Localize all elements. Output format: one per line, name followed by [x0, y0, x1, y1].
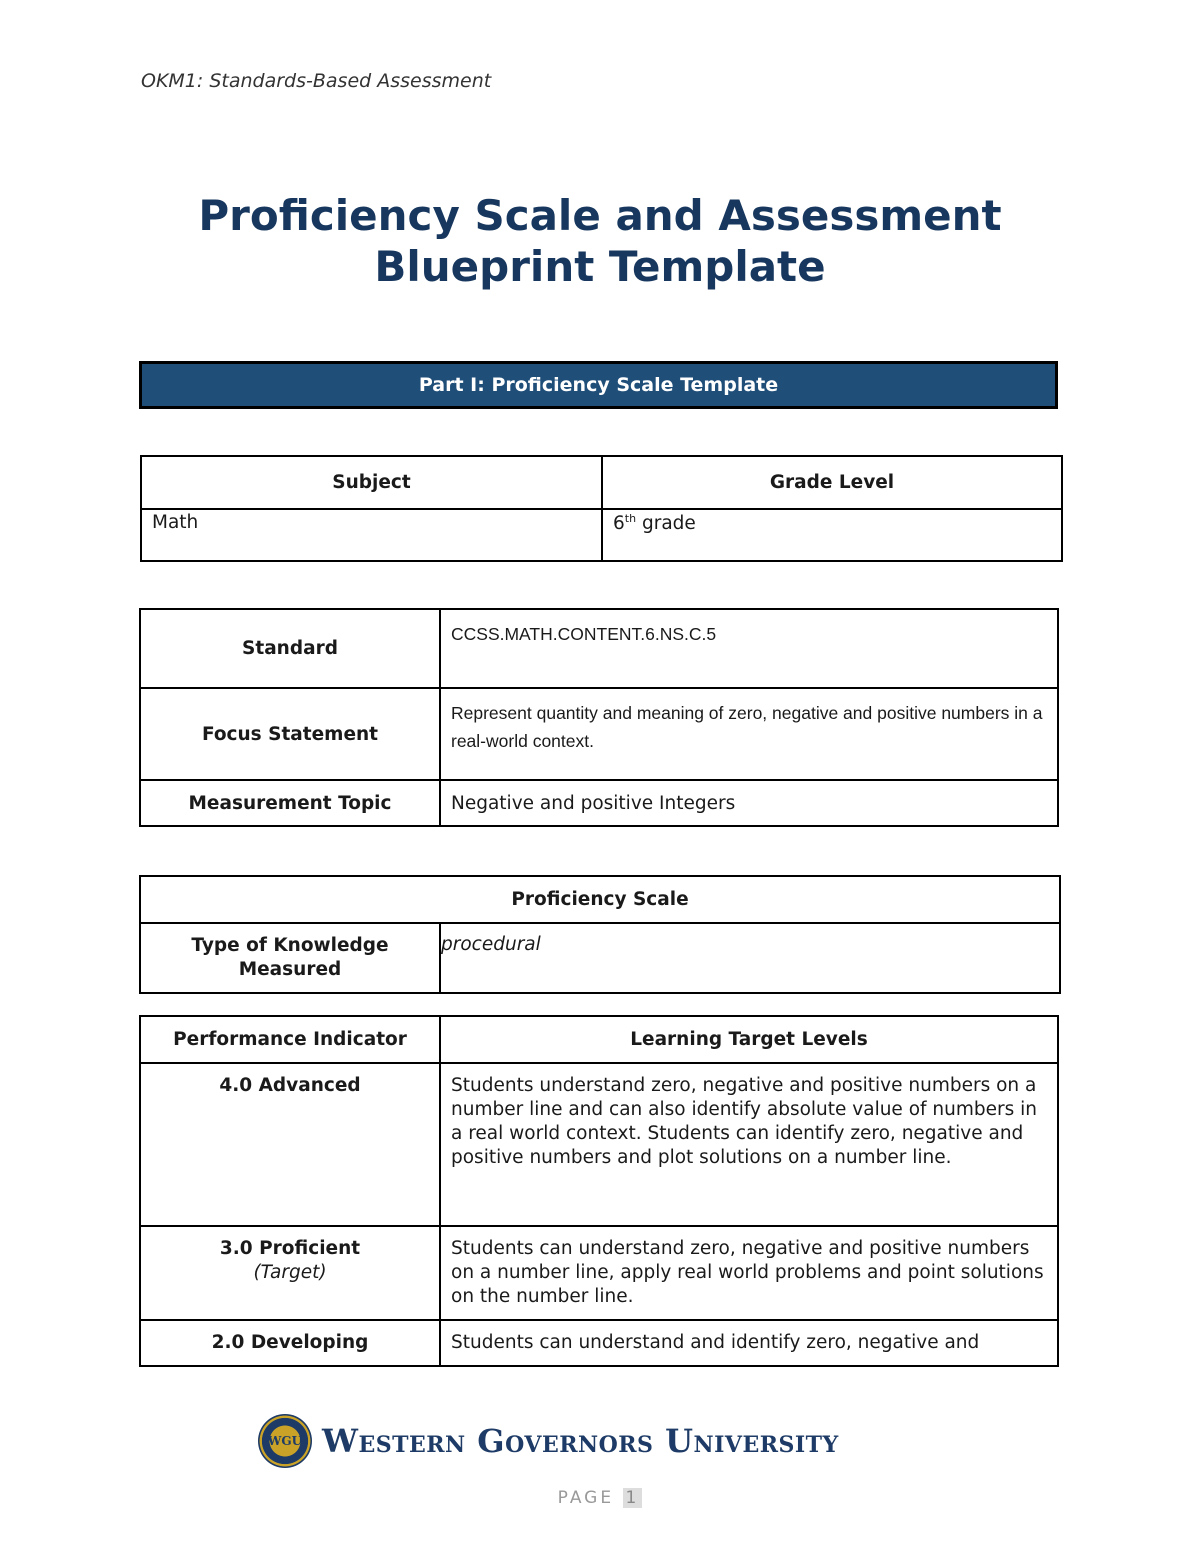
- level-title: 2.0 Developing: [211, 1332, 369, 1353]
- level-description-cell: [440, 1063, 1058, 1226]
- subject-header: Subject: [141, 456, 602, 509]
- header-note: OKM1: Standards-Based Assessment: [141, 70, 492, 92]
- grade-level-header: Grade Level: [602, 456, 1062, 509]
- knowledge-type-value: procedural: [441, 934, 541, 955]
- page-number: [0, 1488, 1200, 1508]
- level-description-cell: [440, 1226, 1058, 1320]
- subject-cell: [141, 509, 602, 561]
- wgu-logo: [258, 1412, 908, 1470]
- subject-value: Math: [152, 512, 199, 533]
- level-subtitle: (Target): [253, 1262, 327, 1283]
- focus-statement-label: Focus Statement: [140, 688, 440, 780]
- level-title: 4.0 Advanced: [219, 1075, 361, 1096]
- level-indicator: [140, 1320, 440, 1366]
- level-description: Students can understand zero, negative and positive numbers on a number line, apply real world problems and point solutions on the number line.: [451, 1238, 1044, 1307]
- level-description-cell: [440, 1320, 1058, 1366]
- focus-statement-value: Represent quantity and meaning of zero, negative and positive numbers in a real-world context.: [451, 703, 1043, 751]
- grade-suffix: th: [624, 512, 637, 525]
- standard-cell: [440, 609, 1058, 688]
- grade-word: grade: [641, 513, 696, 535]
- level-description: Students understand zero, negative and positive numbers on a number line and can also identify absolute value of numbers in a real world context. Students can identify zero, negative and positive numbers and plot solutions on a number line.: [451, 1075, 1037, 1168]
- wgu-seal-icon: WGU: [258, 1414, 312, 1468]
- proficiency-scale-title: Proficiency Scale: [140, 876, 1060, 923]
- level-indicator: [140, 1063, 440, 1226]
- grade-level-value: [603, 510, 1061, 540]
- subject-grade-table: [140, 455, 1063, 562]
- grade-number: 6: [613, 513, 625, 535]
- level-row-advanced: [140, 1063, 1058, 1226]
- learning-target-levels-header: Learning Target Levels: [440, 1016, 1058, 1063]
- measurement-topic-cell: [440, 780, 1058, 826]
- level-indicator: [140, 1226, 440, 1320]
- proficiency-scale-table: [139, 875, 1061, 994]
- document-title: [0, 190, 1200, 292]
- learning-target-levels-table: [139, 1015, 1059, 1367]
- wgu-wordmark: Western Governors University: [322, 1422, 839, 1460]
- page-label: PAGE: [557, 1488, 615, 1508]
- level-row-developing: [140, 1320, 1058, 1366]
- part-banner: Part I: Proficiency Scale Template: [139, 361, 1058, 409]
- level-row-proficient: [140, 1226, 1058, 1320]
- standard-value: CCSS.MATH.CONTENT.6.NS.C.5: [451, 624, 717, 644]
- performance-indicator-header: Performance Indicator: [140, 1016, 440, 1063]
- measurement-topic-label: Measurement Topic: [140, 780, 440, 826]
- knowledge-type-cell: [440, 923, 1060, 993]
- page-number-value: 1: [623, 1488, 643, 1508]
- standard-label: Standard: [140, 609, 440, 688]
- level-description: Students can understand and identify zero, negative and: [451, 1332, 980, 1353]
- level-title: 3.0 Proficient: [219, 1238, 361, 1259]
- knowledge-type-label: Type of Knowledge Measured: [140, 923, 440, 993]
- title-line-1: Proficiency Scale and Assessment: [198, 191, 1002, 240]
- focus-statement-cell: [440, 688, 1058, 780]
- grade-level-cell: [602, 509, 1062, 561]
- measurement-topic-value: Negative and positive Integers: [451, 792, 736, 814]
- title-line-2: Blueprint Template: [374, 242, 826, 291]
- standard-table: [139, 608, 1059, 827]
